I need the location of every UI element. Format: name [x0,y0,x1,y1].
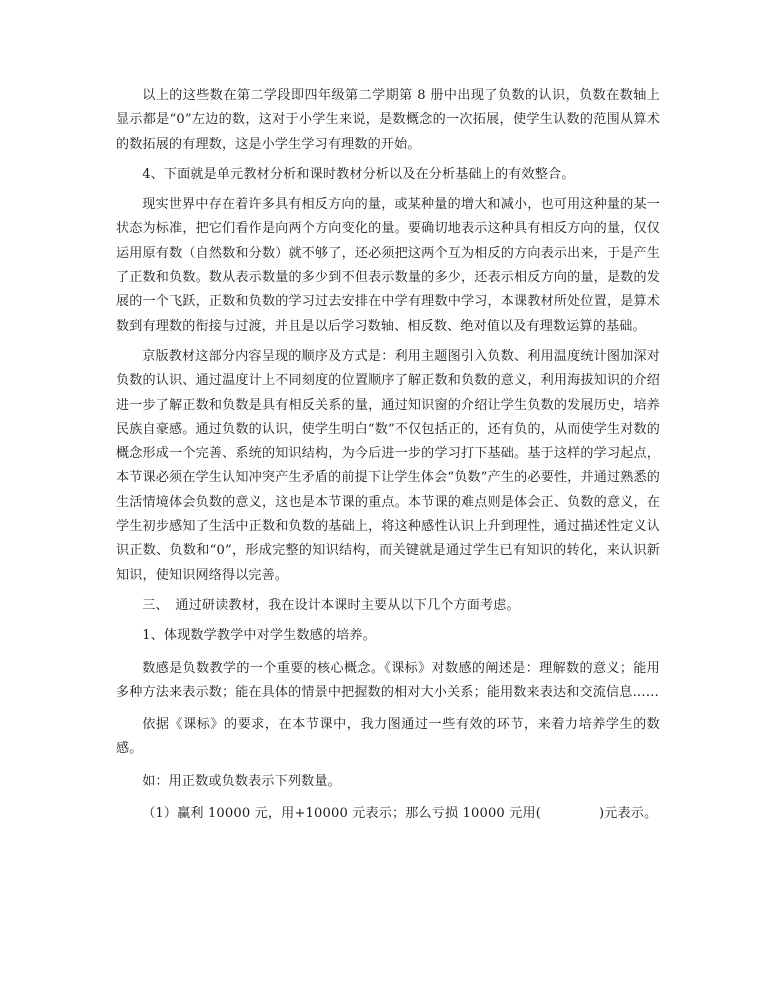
paragraph-section-4: 4、下面就是单元教材分析和课时教材分析以及在分析基础上的有效整合。 [142,166,575,182]
paragraph-number-sense-definition: 数感是负数教学的一个重要的核心概念。《课标》对数感的阐述是：理解数的意义；能用多种方法来表示数；能在具体的情景中把握数的相对大小关系；能用数来表达和交流信息…… [116,660,660,700]
paragraph-negative-number-intro: 以上的这些数在第二学段即四年级第二学期第 8 册中出现了负数的认识，负数在数轴上显示都是“0”左边的数，这对于小学生来说，是数概念的一次拓展，使学生认数的范围从算术的数拓展的有理数，这是小学生学习有理数的开始。 [116,88,660,152]
paragraph-textbook-order: 京版教材这部分内容呈现的顺序及方式是：利用主题图引入负数、利用温度统计图加深对负数的认识、通过温度计上不同刻度的位置顺序了解正数和负数的意义，利用海拔知识的介绍进一步了解正数和负数是具有相反关系的量，通过知识窗的介绍让学生负数的发展历史，培养民族自豪感。通过负数的认识，使学生明白“数”不仅包括正的，还有负的，从而使学生对数的概念形成一个完善、系统的知识结构，为今后进一步的学习打下基础。基于这样的学习起点，本节课必须在学生认知冲突产生矛盾的前提下让学生体会“负数”产生的必要性，并通过熟悉的生活情境体会负数的意义，这也是本节课的重点。本节课的难点则是体会正、负数的意义，在学生初步感知了生活中正数和负数的基础上，将这种感性认识上升到理性，通过描述性定义认识正数、负数和“0”，形成完整的知识结构，而关键就是通过学生已有知识的转化，来认识新知识，使知识网络得以完善。 [116,348,660,583]
exercise-item-1 [116,802,660,826]
exercise-prefix: （1）赢利 10000 元，用+10000 元表示；那么亏损 10000 元用( [142,806,541,822]
paragraph-example-intro: 如：用正数或负数表示下列数量。 [142,773,341,789]
paragraph-opposite-quantities: 现实世界中存在着许多具有相反方向的量，或某种量的增大和减小，也可用这种量的某一状态为标准，把它们看作是向两个方向变化的量。要确切地表示这种具有相反方向的量，仅仅运用原有数（自然数和分数）就不够了，还必须把这两个互为相反的方向表示出来，于是产生了正数和负数。数从表示数量的多少到不但表示数量的多少，还表示相反方向的量，是数的发展的一个飞跃，正数和负数的学习过去安排在中学有理数中学习，本课教材所处位置，是算术数到有理数的衔接与过渡，并且是以后学习数轴、相反数、绝对值以及有理数运算的基础。 [116,197,660,334]
paragraph-curriculum-requirement: 依据《课标》的要求，在本节课中，我力图通过一些有效的环节，来着力培养学生的数感。 [116,717,660,757]
paragraph-number-sense-heading: 1、体现数学教学中对学生数感的培养。 [142,628,376,644]
paragraph-section-3-heading: 三、 通过研读教材，我在设计本课时主要从以下几个方面考虑。 [142,597,520,613]
exercise-suffix: )元表示。 [598,806,658,822]
document-page [116,84,660,826]
